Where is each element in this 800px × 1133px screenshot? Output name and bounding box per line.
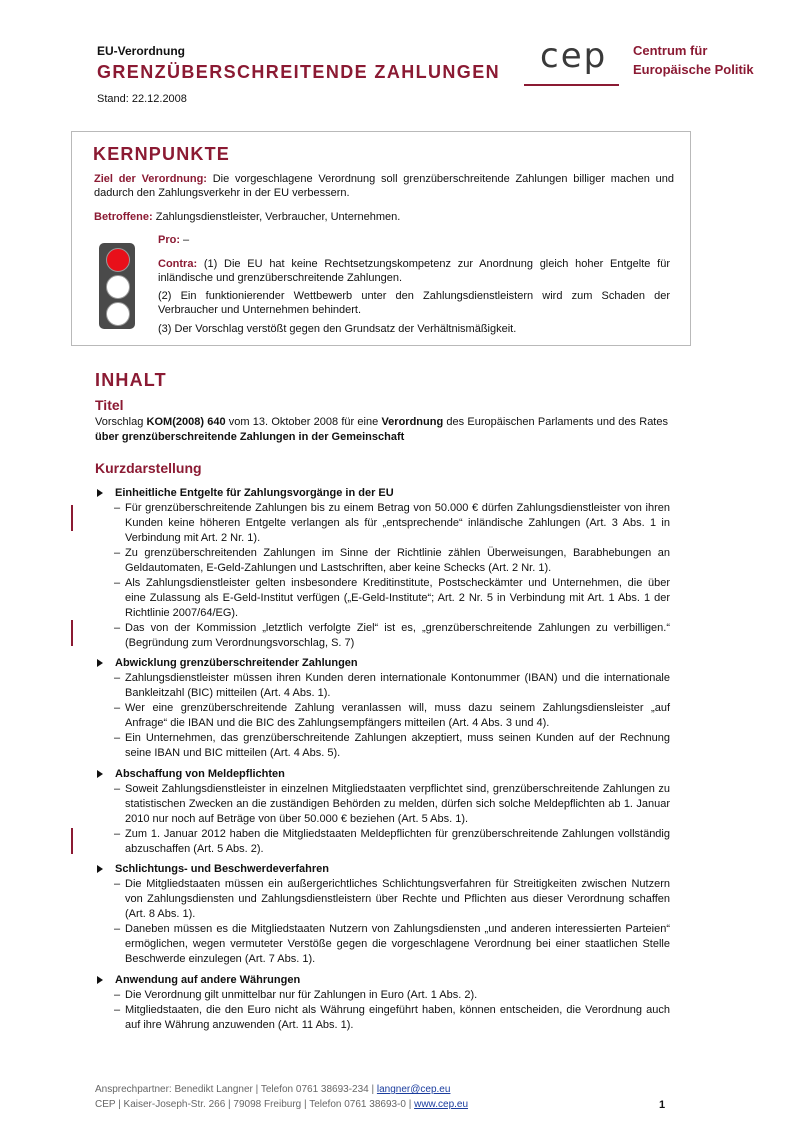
list-item-text: Die Mitgliedstaaten müssen ein außergerichtliches Schlichtungsverfahren für Streitigkeiten zwischen Nutzern von Zahlungsdiensten und Zahlungsdienstleistern über Rechte und Pflichten aus dieser Verordnung schaffen (Art. 8 Abs. 1).	[125, 878, 670, 920]
kernpunkte-box	[71, 131, 691, 346]
list-item-text: Zahlungsdienstleister müssen ihren Kunden deren internationale Kontonummer (IBAN) und die internationale Bankleitzahl (BIC) mitteilen (Art. 4 Abs. 1).	[125, 672, 670, 699]
logo-text-line2: Europäische Politik	[633, 62, 754, 77]
list-item-text: Wer eine grenzüberschreitende Zahlung veranlassen will, muss dazu seinem Zahlungsdiensleister „auf Anfrage“ die IBAN und die BIC des Zahlungsempfängers mitteilen (Art. 4 Abs. 3 und 4).	[125, 702, 670, 729]
betroffene-paragraph	[94, 210, 674, 224]
contra-label: Contra:	[158, 258, 198, 270]
margin-marker	[71, 505, 73, 531]
ziel-paragraph	[94, 172, 674, 200]
logo-rule	[524, 84, 619, 86]
bullet-triangle-icon	[97, 489, 103, 497]
section-meldepflichten	[95, 767, 670, 857]
list-item-text: Zum 1. Januar 2012 haben die Mitgliedstaaten Meldepflichten für grenzüberschreitende Zahlungen vollständig abzuschaffen (Art. 5 Abs. 2).	[125, 828, 670, 855]
list-item-text: Ein Unternehmen, das grenzüberschreitende Zahlungen akzeptiert, muss seinen Kunden auf der Rechnung seine IBAN und BIC mitteilen (Art. 4 Abs. 5).	[125, 732, 670, 759]
section-heading	[95, 767, 670, 782]
section-heading-text: Abschaffung von Meldepflichten	[115, 768, 285, 780]
contra-paragraph	[158, 257, 670, 285]
website-link[interactable]: www.cep.eu	[414, 1099, 469, 1110]
list-item-text: Soweit Zahlungsdienstleister in einzelnen Mitgliedstaaten verpflichtet sind, grenzüberschreitende Zahlungen zu statistischen Zwecken an die zuständigen Behörden zu melden, dürfen sich solche Meldepflichten ab 1. Januar 2010 nur noch auf Beträge von über 50.000 € beziehen (Art. 5 Abs. 1).	[125, 783, 670, 825]
traffic-light-green	[106, 302, 130, 326]
titel-verordnung: Verordnung	[381, 416, 444, 428]
footer-contact-text: Ansprechpartner: Benedikt Langner | Telefon 0761 38693-234 |	[95, 1084, 377, 1095]
section-einheitliche-entgelte	[95, 486, 670, 651]
document-title: GRENZÜBERSCHREITENDE ZAHLUNGEN	[97, 62, 501, 82]
pro-paragraph	[158, 233, 670, 247]
traffic-light-yellow	[106, 275, 130, 299]
list-item: – Wer eine grenzüberschreitende Zahlung veranlassen will, muss dazu seinem Zahlungsdiensleister „auf Anfrage“ die IBAN und die BIC des Zahlungsempfängers mitteilen (Art. 4 Abs. 3 und 4).	[114, 702, 670, 729]
list-item: – Daneben müssen es die Mitgliedstaaten Nutzern von Zahlungsdiensten „und anderen interessierten Parteien“ ermöglichen, wegen vermuteter Verstöße gegen die vorgeschlagene Verordnung bei einer staatlichen Stelle Beschwerde einzulegen (Art. 7 Abs. 1).	[114, 923, 670, 965]
list-item: – Soweit Zahlungsdienstleister in einzelnen Mitgliedstaaten verpflichtet sind, grenzüberschreitende Zahlungen zu statistischen Zwecken an die zuständigen Behörden zu melden, dürfen sich solche Meldepflichten ab 1. Januar 2010 nur noch auf Beträge von über 50.000 € beziehen (Art. 5 Abs. 1).	[114, 783, 670, 825]
section-heading	[95, 656, 670, 671]
bullet-triangle-icon	[97, 976, 103, 984]
bullet-triangle-icon	[97, 659, 103, 667]
list-item: – Als Zahlungsdienstleister gelten insbesondere Kreditinstitute, Postscheckämter und Unternehmen, die über eine Zulassung als E-Geld-Institut verfügen („E-Geld-Institute“; Art. 2 Nr. 5 in Verbindung mit Art. 1 Abs. 1 der Richtlinie 2007/64/EG).	[114, 577, 670, 619]
logo-text-line1: Centrum für	[633, 43, 708, 58]
traffic-light-icon	[99, 243, 135, 329]
ziel-label: Ziel der Verordnung:	[94, 173, 207, 185]
list-item-text: Zu grenzüberschreitenden Zahlungen im Sinne der Richtlinie zählen Überweisungen, Barabhebungen an Geldautomaten, E-Geld-Zahlungen und Lastschriften, aber keine Schecks (Art. 2 Nr. 1).	[125, 547, 670, 574]
list-item: – Zahlungsdienstleister müssen ihren Kunden deren internationale Kontonummer (IBAN) und die internationale Bankleitzahl (BIC) mitteilen (Art. 4 Abs. 1).	[114, 672, 670, 699]
inhalt-title: INHALT	[95, 370, 167, 390]
margin-marker	[71, 620, 73, 646]
section-heading-text: Einheitliche Entgelte für Zahlungsvorgänge in der EU	[115, 487, 394, 499]
section-schlichtung	[95, 862, 670, 967]
document-type: EU-Verordnung	[97, 44, 186, 58]
kurzdarstellung-heading: Kurzdarstellung	[95, 460, 202, 476]
contra-text-1: (1) Die EU hat keine Rechtsetzungskompetenz zur Anordnung gleich hoher Entgelte für inländische und grenzüberschreitende Zahlungen.	[158, 258, 670, 284]
titel-paragraph	[95, 415, 668, 445]
pro-text: –	[180, 234, 190, 246]
list-item: – Das von der Kommission „letztlich verfolgte Ziel“ ist es, „grenzüberschreitende Zahlungen zu verbilligen.“ (Begründung zum Verordnungsvorschlag, S. 7)	[114, 622, 670, 649]
list-item-text: Für grenzüberschreitende Zahlungen bis zu einem Betrag von 50.000 € dürfen Zahlungsdienstleister von ihren Kunden keine höheren Entgelte verlangen als für „entsprechende“ inländische Zahlungen (Art. 3 Abs. 1 in Verbindung mit Art. 2 Nr. 1).	[125, 502, 670, 544]
section-heading-text: Abwicklung grenzüberschreitender Zahlungen	[115, 657, 358, 669]
list-item: – Mitgliedstaaten, die den Euro nicht als Währung eingeführt haben, können entscheiden, die Verordnung auch auf ihre Währung anzuwenden (Art. 11 Abs. 1).	[114, 1004, 670, 1031]
titel-text-2: vom 13. Oktober 2008 für eine	[225, 416, 382, 428]
bullet-triangle-icon	[97, 865, 103, 873]
ziel-text: Die vorgeschlagene Verordnung soll grenzüberschreitende Zahlungen billiger machen und dadurch den Zahlungsverkehr in der EU verbessern.	[94, 173, 674, 199]
section-abwicklung	[95, 656, 670, 761]
section-heading	[95, 486, 670, 501]
section-heading	[95, 973, 670, 988]
list-item: – Ein Unternehmen, das grenzüberschreitende Zahlungen akzeptiert, muss seinen Kunden auf der Rechnung seine IBAN und BIC mitteilen (Art. 4 Abs. 5).	[114, 732, 670, 759]
page-number: 1	[659, 1099, 666, 1111]
list-item-text: Daneben müssen es die Mitgliedstaaten Nutzern von Zahlungsdiensten „und anderen interessierten Parteien“ ermöglichen, wegen vermuteter Verstöße gegen die vorgeschlagene Verordnung bei einer staatlichen Stelle Beschwerde einzulegen (Art. 7 Abs. 1).	[125, 923, 670, 965]
traffic-light-red	[106, 248, 130, 272]
pro-label: Pro:	[158, 234, 180, 246]
kernpunkte-title: KERNPUNKTE	[93, 144, 231, 164]
footer-address-text: CEP | Kaiser-Joseph-Str. 266 | 79098 Freiburg | Telefon 0761 38693-0 |	[95, 1099, 415, 1110]
document-date: Stand: 22.12.2008	[97, 93, 187, 105]
list-item-text: Mitgliedstaaten, die den Euro nicht als Währung eingeführt haben, können entscheiden, die Verordnung auch auf ihre Währung anzuwenden (Art. 11 Abs. 1).	[125, 1004, 670, 1031]
titel-kom-number: KOM(2008) 640	[146, 416, 226, 428]
titel-heading: Titel	[95, 397, 124, 413]
titel-subject: über grenzüberschreitende Zahlungen in der Gemeinschaft	[95, 431, 405, 443]
email-link[interactable]: langner@cep.eu	[376, 1084, 451, 1095]
footer-contact	[95, 1084, 450, 1095]
betroffene-text: Zahlungsdienstleister, Verbraucher, Unternehmen.	[152, 211, 401, 223]
list-item: – Die Mitgliedstaaten müssen ein außergerichtliches Schlichtungsverfahren für Streitigkeiten zwischen Nutzern von Zahlungsdiensten und Zahlungsdienstleistern über Rechte und Pflichten aus dieser Verordnung schaffen (Art. 8 Abs. 1).	[114, 878, 670, 920]
logo-mark: cep	[540, 36, 608, 76]
list-item: – Zum 1. Januar 2012 haben die Mitgliedstaaten Meldepflichten für grenzüberschreitende Zahlungen vollständig abzuschaffen (Art. 5 Abs. 2).	[114, 828, 670, 855]
list-item-text: Das von der Kommission „letztlich verfolgte Ziel“ ist es, „grenzüberschreitende Zahlungen zu verbilligen.“ (Begründung zum Verordnungsvorschlag, S. 7)	[125, 622, 670, 649]
titel-text-3: des Europäischen Parlaments und des Rates	[443, 416, 668, 428]
section-heading-text: Anwendung auf andere Währungen	[115, 974, 301, 986]
section-heading	[95, 862, 670, 877]
footer-address	[95, 1099, 468, 1110]
titel-text-1: Vorschlag	[95, 416, 147, 428]
section-heading-text: Schlichtungs- und Beschwerdeverfahren	[115, 863, 329, 875]
betroffene-label: Betroffene:	[94, 211, 153, 223]
list-item: – Für grenzüberschreitende Zahlungen bis zu einem Betrag von 50.000 € dürfen Zahlungsdienstleister von ihren Kunden keine höheren Entgelte verlangen als für „entsprechende“ inländische Zahlungen (Art. 3 Abs. 1 in Verbindung mit Art. 2 Nr. 1).	[114, 502, 670, 544]
section-waehrungen	[95, 973, 670, 1033]
bullet-triangle-icon	[97, 770, 103, 778]
list-item: – Zu grenzüberschreitenden Zahlungen im Sinne der Richtlinie zählen Überweisungen, Barabhebungen an Geldautomaten, E-Geld-Zahlungen und Lastschriften, aber keine Schecks (Art. 2 Nr. 1).	[114, 547, 670, 574]
contra-text-2: (2) Ein funktionierender Wettbewerb unter den Zahlungsdienstleistern wird zum Schaden der Verbraucher und Unternehmen behindert.	[158, 290, 670, 316]
contra-text-3: (3) Der Vorschlag verstößt gegen den Grundsatz der Verhältnismäßigkeit.	[158, 323, 517, 335]
margin-marker	[71, 828, 73, 854]
cep-logo	[512, 30, 764, 96]
list-item-text: Als Zahlungsdienstleister gelten insbesondere Kreditinstitute, Postscheckämter und Unternehmen, die über eine Zulassung als E-Geld-Institut verfügen („E-Geld-Institute“; Art. 2 Nr. 5 in Verbindung mit Art. 1 Abs. 1 der Richtlinie 2007/64/EG).	[125, 577, 670, 619]
list-item: – Die Verordnung gilt unmittelbar nur für Zahlungen in Euro (Art. 1 Abs. 2).	[114, 989, 478, 1001]
list-item-text: Die Verordnung gilt unmittelbar nur für Zahlungen in Euro (Art. 1 Abs. 2).	[125, 989, 478, 1001]
